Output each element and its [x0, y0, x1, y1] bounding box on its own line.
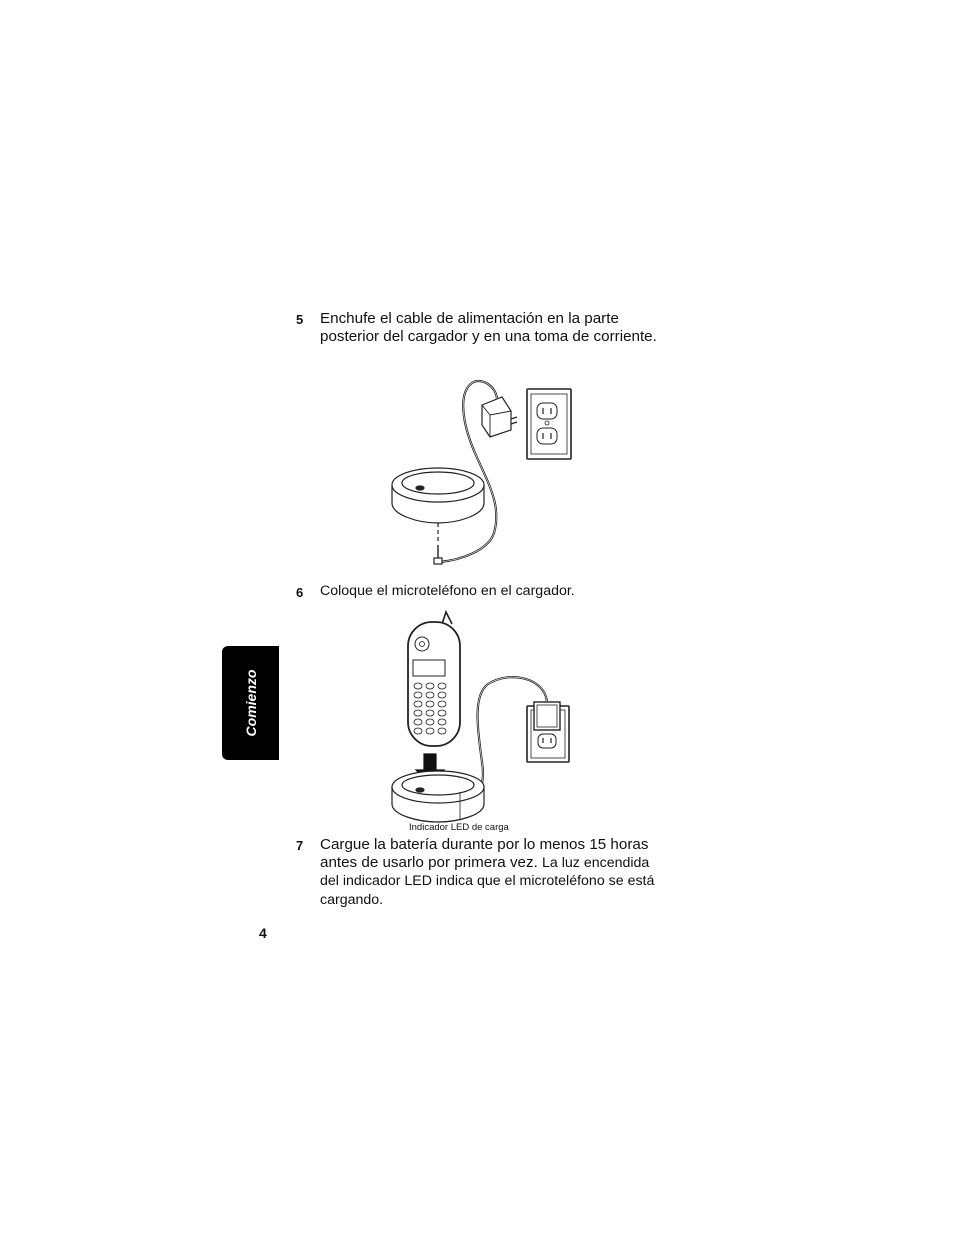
step-text-main: Cargue la batería durante por lo menos 15 horas antes de usarlo por primera vez. [320, 836, 649, 871]
page-number: 4 [259, 925, 267, 941]
section-tab-label: Comienzo [242, 669, 259, 737]
power-adapter [482, 397, 511, 437]
section-tab [222, 646, 279, 760]
step-text [320, 836, 670, 909]
handset [408, 612, 460, 746]
step-text: Enchufe el cable de alimentación en la parte posterior del cargador y en una toma de corriente. [320, 310, 657, 345]
step-number: 7 [296, 838, 304, 853]
figure-caption-led: Indicador LED de carga [409, 822, 509, 833]
power-adapter [534, 702, 560, 730]
step-number: 5 [296, 312, 304, 327]
step-number: 6 [296, 585, 304, 600]
charger-outlet-illustration [380, 375, 580, 570]
step-text: Coloque el microteléfono en el cargador. [320, 583, 575, 599]
step-text-note: La luz encendida del indicador LED indica que el microteléfono se está cargando. [320, 854, 655, 908]
charger-base [392, 468, 484, 523]
handset-charger-illustration [380, 612, 580, 822]
charger-base [392, 771, 484, 822]
